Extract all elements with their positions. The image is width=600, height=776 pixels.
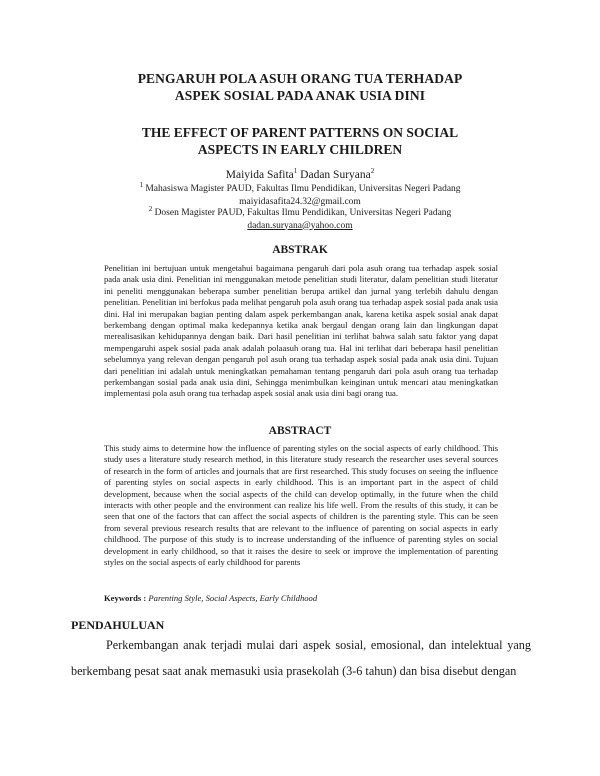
affiliation-2-email[interactable]: dadan.suryana@yahoo.com [247,220,353,231]
affiliation-1-marker: 1 [139,180,143,189]
author-1-name: Maiyida Safita [225,169,294,181]
title-en-line-2: ASPECTS IN EARLY CHILDREN [197,142,403,157]
author-2-marker: 2 [370,167,375,176]
abstract-heading: ABSTRACT [268,425,332,437]
keywords-text: Parenting Style, Social Aspects, Early Childhood [146,593,318,603]
affiliation-2 [0,204,600,232]
keywords-line [104,593,317,603]
intro-paragraph: Perkembangan anak terjadi mulai dari aspek sosial, emosional, dan intelektual yang berkembang pesat saat anak memasuki usia prasekolah (3-6 tahun) dan bisa disebut dengan [71,638,531,678]
abstract-body: This study aims to determine how the influence of parenting styles on the social aspects of early childhood. This study uses a literature study research method, in this literature study research the researcher uses several sources of research in the form of articles and journals that are first researched. This study focuses on seeing the influence of parenting styles on social aspects in early childhood. This is an important part in the aspect of child development, because when the social aspects of the child can develop optimally, in the future when the child interacts with other people and the environment can realize his life well. From the results of this study, it can be seen that one of the factors that can affect the social aspects of children is the parenting style. This can be seen from several previous research results that are relevant to the influence of parenting on social aspects in early childhood. The purpose of this study is to increase understanding of the influence of parenting styles on social development in early childhood, so that it raises the desire to seek or improve the implementation of parenting styles on the social aspects of early childhood for parents [104,443,498,568]
affiliation-2-text: Dosen Magister PAUD, Fakultas Ilmu Pendidikan, Universitas Negeri Padang [152,208,452,218]
abstrak-body: Penelitian ini bertujuan untuk mengetahui bagaimana pengaruh dari pola asuh orang tua terhadap aspek sosial pada anak usia dini. Penelitian ini menggunakan metode penelitian studi literatur, dalam penelitian studi literatur ini peneliti menggunakan beberapa sumber penelitian berupa artikel dan jurnal yang terlebih dahulu dengan penelitian. Penelitian ini berfokus pada melihat pengaruh pola asuh orang tua terhadap aspek sosial pada anak usia dini. Hal ini merupakan bagian penting dalam aspek perkembangan anak, karena ketika aspek sosial anak dapat berkembang dengan optimal maka kedepannya ketika anak bergaul dengan orang lain dan lingkungan dapat merealisasikan kehidupannya dengan baik. Dari hasil penelitian ini terlihat bahwa salah satu faktor yang dapat mempengaruhi aspek sosial pada anak adalah polaasuh orang tua. Hal ini terlihat dari beberapa hasil penelitian sebelumnya yang relevan dengan pengaruh pol asuh orang tua terhadap aspek sosial pada anak usia dini. Tujuan dari penelitian ini adalah untuk meningkatkan pemahaman tentang pengaruh dari pola asuh orang tua terhadap perkembangan sosial pada anak usia dini, Sehingga menimbulkan keinginan untuk mencari atau meningkatkan implementasi pola asuh orang tua terhadap aspek sosial anak usia dini bagi orang tua. [104,263,498,399]
author-1-marker: 1 [293,167,298,176]
author-line [0,168,600,182]
title-indonesian [0,70,600,104]
keywords-label: Keywords : [104,593,147,603]
title-en-line-1: THE EFFECT OF PARENT PATTERNS ON SOCIAL [141,125,459,140]
affiliation-1-text: Mahasiswa Magister PAUD, Fakultas Ilmu Pendidikan, Universitas Negeri Padang [142,184,461,194]
affiliation-1 [0,180,600,208]
affiliation-1-email[interactable]: maiyidasafita24.32@gmail.com [239,196,361,207]
affiliation-2-marker: 2 [148,204,153,213]
author-2-name: Dadan Suryana [297,169,371,181]
title-english [0,124,600,158]
title-id-line-1: PENGARUH POLA ASUH ORANG TUA TERHADAP [137,71,463,86]
section-heading-pendahuluan: PENDAHULUAN [71,618,165,632]
abstrak-heading: ABSTRAK [272,244,328,256]
title-id-line-2: ASPEK SOSIAL PADA ANAK USIA DINI [174,88,426,103]
